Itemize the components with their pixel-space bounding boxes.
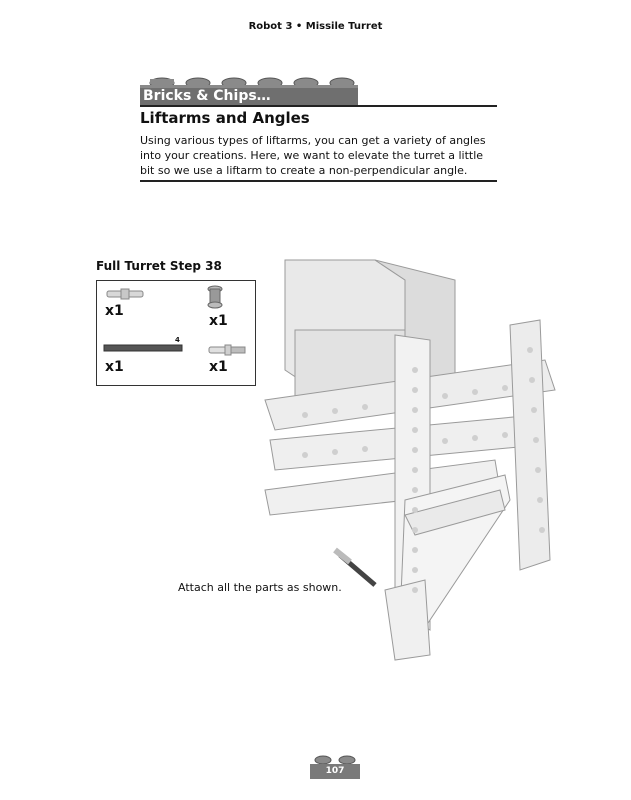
running-head: Robot 3 • Missile Turret (248, 21, 383, 32)
connector-peg-icon (105, 287, 145, 301)
sidebar-heading: Liftarms and Angles (140, 109, 310, 127)
sidebar-bottom-rule (140, 180, 497, 182)
turret-assembly-illustration (255, 240, 585, 670)
sidebar-body-line: bit so we use a liftarm to create a non-perpendicular angle. (140, 164, 468, 177)
part-qty: x1 (209, 359, 228, 375)
sidebar-body-line: Using various types of liftarms, you can get a variety of angles (140, 134, 486, 147)
sidebar-title: Bricks & Chips… (140, 88, 358, 105)
sidebar-body-line: into your creations. Here, we want to elevate the turret a little (140, 149, 484, 162)
axle-peg-icon (207, 343, 247, 357)
page-number: 107 (325, 766, 345, 776)
axle-icon (103, 343, 183, 353)
part-qty: x1 (209, 313, 228, 329)
sidebar-top-rule (140, 105, 497, 107)
step-instruction: Attach all the parts as shown. (178, 581, 342, 594)
parts-list-box (96, 280, 256, 386)
part-qty: x1 (105, 359, 124, 375)
axle-length-badge: 4 (175, 336, 180, 344)
part-qty: x1 (105, 303, 124, 319)
step-title: Full Turret Step 38 (96, 259, 222, 273)
sidebar-body (140, 133, 500, 178)
bushing-icon (205, 284, 225, 312)
